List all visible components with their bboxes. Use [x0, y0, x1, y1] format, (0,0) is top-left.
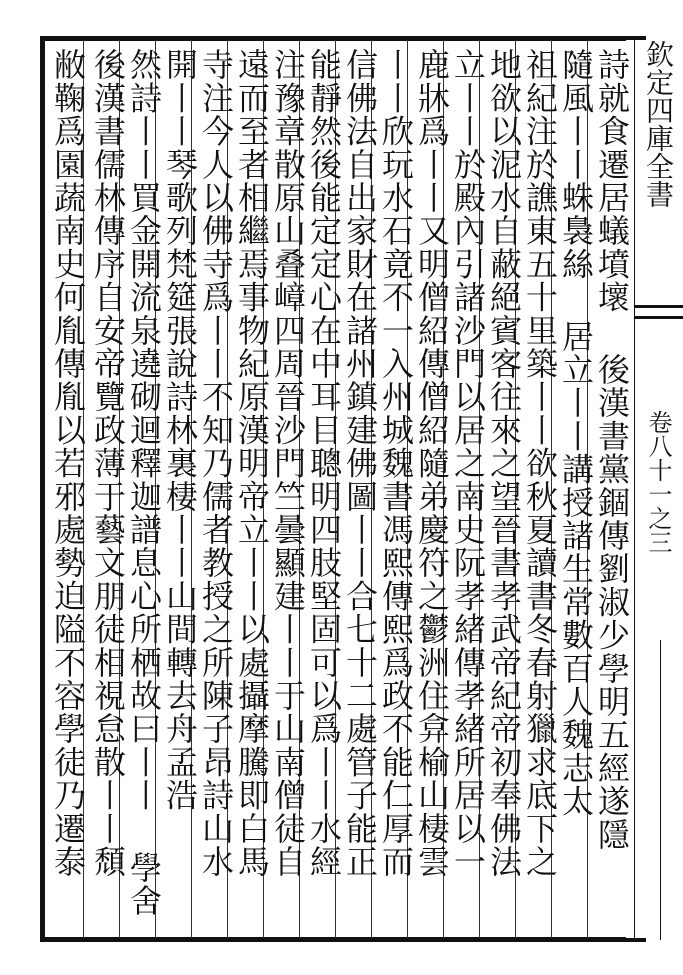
margin-rule	[660, 640, 661, 940]
text-column-4: 地欲以泥水自蔽絕賓客往來之望晉書孝武帝紀帝初奉佛法	[485, 48, 523, 878]
margin-volume-label: 卷八十一之三	[644, 410, 672, 554]
text-column-12: 寺注今人以佛寺爲丨丨不知乃儒者教授之所陳子昂詩山水	[197, 48, 235, 878]
fish-tail-mark	[634, 305, 683, 319]
text-column-7: 丨丨欣玩水石竟不一入州城魏書馮熙傳熙爲政不能仁厚而	[377, 48, 415, 878]
text-column-14: 然詩丨丨買金開流泉遶砌迴釋迦譜息心所栖故曰丨丨 學舍	[125, 48, 163, 918]
text-column-9: 能靜然後能定定心在中耳目聰明四肢堅固可以爲丨丨水經	[305, 48, 343, 878]
text-column-5: 立丨丨於殿內引諸沙門以居之南史阮孝緒傳孝緒所居以一	[449, 48, 487, 878]
margin-book-title: 欽定四庫全書	[642, 40, 675, 208]
text-column-2: 隨風丨丨蛛裊絲 居立丨丨講授諸生常數百人魏志太	[557, 48, 595, 818]
text-column-16: 敝鞠爲園蔬南史何胤傳胤以若邪處勢迫隘不容學徒乃遷泰	[49, 48, 87, 878]
text-column-1: 詩就食遷居蟻墳壞 後漢書黨錮傳劉淑少學明五經遂隱	[593, 48, 631, 851]
text-column-3: 祖紀注於譙東五十里築丨丨欲秋夏讀書冬春射獵求底下之	[521, 48, 559, 878]
text-column-10: 注豫章散原山叠嶂四周晉沙門竺曇顯建丨丨于山南僧徒自	[269, 48, 307, 878]
text-column-8: 信佛法自出家財在諸州鎮建佛圖丨丨合七十二處管子能正	[341, 48, 379, 878]
text-column-6: 鹿牀爲丨丨又明僧紹傳僧紹隨弟慶符之鬱洲住弇榆山棲雲	[413, 48, 451, 878]
text-column-13: 開丨丨琴歌列梵筵張說詩林裏棲丨丨山間轉去舟孟浩	[161, 48, 199, 812]
text-column-11: 遠而至者相繼焉事物紀原漢明帝立丨丨以處攝摩騰即白馬	[233, 48, 271, 878]
text-column-15: 後漢書儒林傳序自安帝覽政薄于藝文朋徒相視怠散丨丨頹	[89, 48, 127, 878]
